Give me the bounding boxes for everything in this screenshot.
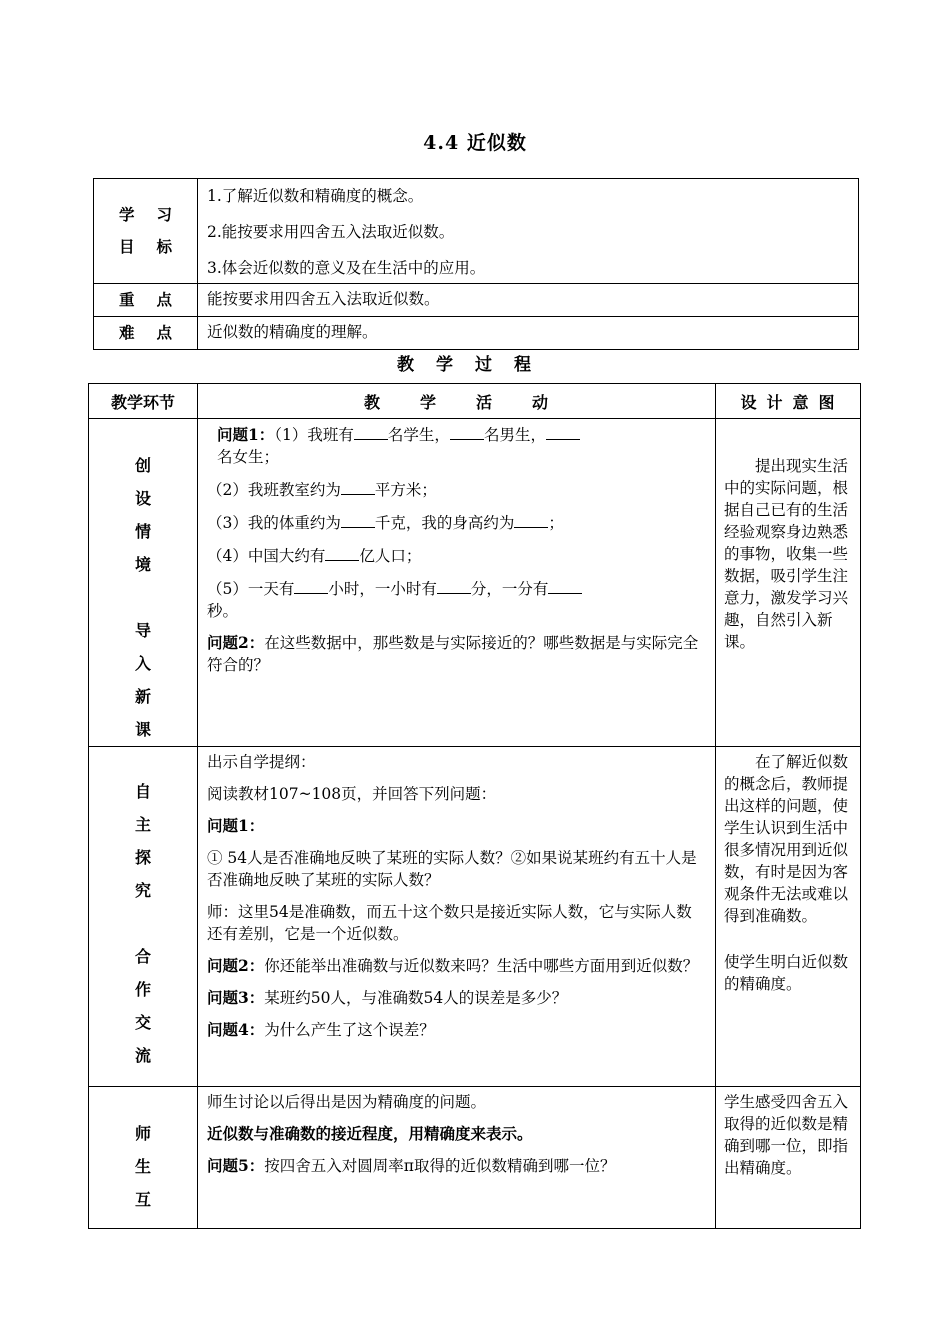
question-1-item: （5）一天有 小时，一小时有 分，一分有 秒。 (207, 577, 707, 622)
process-table (88, 383, 861, 1229)
intent-intro: 提出现实生活中的实际问题，根据自己已有的生活经验观察身边熟悉的事物，收集一些数据，吸引学生注意力，激发学习兴趣，自然引入新课。 (716, 419, 861, 747)
objectives-label (94, 179, 198, 284)
header-stage: 教学环节 (89, 384, 198, 419)
objective-item: 3.体会近似数的意义及在生活中的应用。 (207, 259, 486, 277)
objectives-table (93, 178, 859, 350)
question-1: 问题1：（1）我班有 名学生， 名男生， 名女生； (207, 423, 707, 468)
stage-label-explore: 自 主 探 究 合 作 交 流 (89, 747, 198, 1087)
question-1-item: （2）我班教室约为 平方米； (207, 478, 707, 501)
question-1-item: （3）我的体重约为 千克，我的身高约为 ； (207, 511, 707, 534)
stage-label-interact: 师 生 互 (89, 1087, 198, 1229)
page-title: 4.4 近似数 (423, 132, 527, 154)
process-heading: 教学过程 (397, 355, 553, 375)
objectives-label-bottom: 目标 (118, 237, 194, 256)
intent-interact: 学生感受四舍五入取得的近似数是精确到哪一位，即指出精确度。 (716, 1087, 861, 1229)
difficulty-text: 近似数的精确度的理解。 (198, 317, 859, 350)
question-5: 问题5：按四舍五入对圆周率π取得的近似数精确到哪一位？ (207, 1156, 616, 1175)
question-4: 问题4：为什么产生了这个误差？ (207, 1020, 435, 1039)
key-point-label: 重点 (94, 284, 198, 317)
key-point-text: 能按要求用四舍五入法取近似数。 (198, 284, 859, 317)
stage-label-intro: 创 设 情 境 导 入 新 课 (89, 419, 198, 747)
objectives-content (198, 179, 859, 284)
intent-explore: 在了解近似数的概念后，教师提出这样的问题，使学生认识到生活中很多情况用到近似数，有时是因为客观条件无法或难以得到准确数。 使学生明白近似数的精确度。 (716, 747, 861, 1087)
activity-interact: 师生讨论以后得出是因为精确度的问题。 近似数与准确数的接近程度，用精确度来表示。 问题5：按四舍五入对圆周率π取得的近似数精确到哪一位？ (198, 1087, 716, 1229)
objective-item: 1.了解近似数和精确度的概念。 (207, 187, 424, 205)
question-3: 问题3：某班约50人，与准确数54人的误差是多少？ (207, 988, 568, 1007)
objective-item: 2.能按要求用四舍五入法取近似数。 (207, 223, 455, 241)
question-2: 问题2：在这些数据中，那些数是与实际接近的？哪些数据是与实际完全符合的？ (207, 633, 699, 674)
question-1-item: （4）中国大约有 亿人口； (207, 544, 707, 567)
activity-intro (198, 419, 716, 747)
difficulty-label: 难点 (94, 317, 198, 350)
question-2: 问题2：你还能举出准确数与近似数来吗？生活中哪些方面用到近似数？ (207, 956, 699, 975)
header-intent: 设计意图 (716, 384, 861, 419)
objectives-label-top: 学习 (118, 205, 194, 224)
header-activity: 教学活动 (198, 384, 716, 419)
activity-explore: 出示自学提纲： 阅读教材107~108页，并回答下列问题： 问题1： ① 54人是否准确地反映了某班的实际人数？②如果说某班约有五十人是否准确地反映了某班的实际人数？ 师：这里54是准确数，而五十这个数只是接近实际人数，它与实际人数还有差别，它是一个近似数。 问题2：你还能举出准确数与近似数来吗？生活中哪些方面用到近似数？ 问题3：某班约50人，与准确数54人的误差是多少？ 问题4：为什么产生了这个误差？ (198, 747, 716, 1087)
